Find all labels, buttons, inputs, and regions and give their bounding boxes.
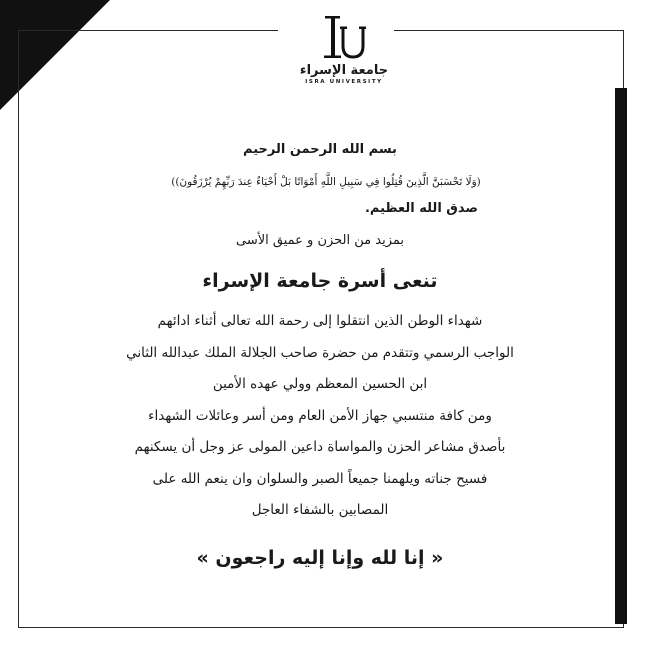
grief-line: بمزيد من الحزن و عميق الأسى — [235, 233, 405, 248]
quran-verse: (وَلَا تَحْسَبَنَّ الَّذِينَ قُتِلُوا فِي سَبِيلِ اللَّهِ أَمْوَاتًا بَلْ أَحْيَاءٌ عِندَ رَبِّهِمْ يُرْزَقُونَ)) — [171, 176, 481, 188]
paragraph-line: الواجب الرسمي وتتقدم من حضرة صاحب الجلالة الملك عبدالله الثاني — [126, 344, 514, 361]
basmala: بسم الله الرحمن الرحيم — [243, 142, 397, 157]
sadaq-allah: صدق الله العظيم. — [364, 201, 478, 216]
paragraph-line: ومن كافة منتسبي جهاز الأمن العام ومن أسر وعائلات الشهداء — [148, 407, 492, 424]
paragraph-line: بأصدق مشاعر الحزن والمواساة داعين المولى عز وجل أن يسكنهم — [134, 439, 506, 455]
isra-university-logo — [296, 12, 392, 96]
condolence-paragraph — [30, 306, 610, 527]
paragraph-line: فسيح جناته ويلهمنا جميعاً الصبر والسلوان وان ينعم الله على — [152, 470, 488, 487]
family-heading: تنعى أسرة جامعة الإسراء — [202, 270, 438, 292]
side-bar — [615, 88, 627, 624]
logo-arabic-name: جامعة الإسراء — [299, 63, 389, 78]
paragraph-line: المصابين بالشفاء العاجل — [251, 502, 389, 518]
paragraph-line: شهداء الوطن الذين انتقلوا إلى رحمة الله تعالى أثناء ادائهم — [157, 313, 483, 329]
announcement-body — [30, 140, 610, 571]
iu-logo-icon — [319, 12, 369, 62]
logo-english-name: ISRA UNIVERSITY — [305, 79, 383, 85]
closing-phrase: « إنا لله وإنا إليه راجعون » — [196, 546, 444, 569]
paragraph-line: ابن الحسين المعظم وولي عهده الأمين — [212, 376, 428, 392]
